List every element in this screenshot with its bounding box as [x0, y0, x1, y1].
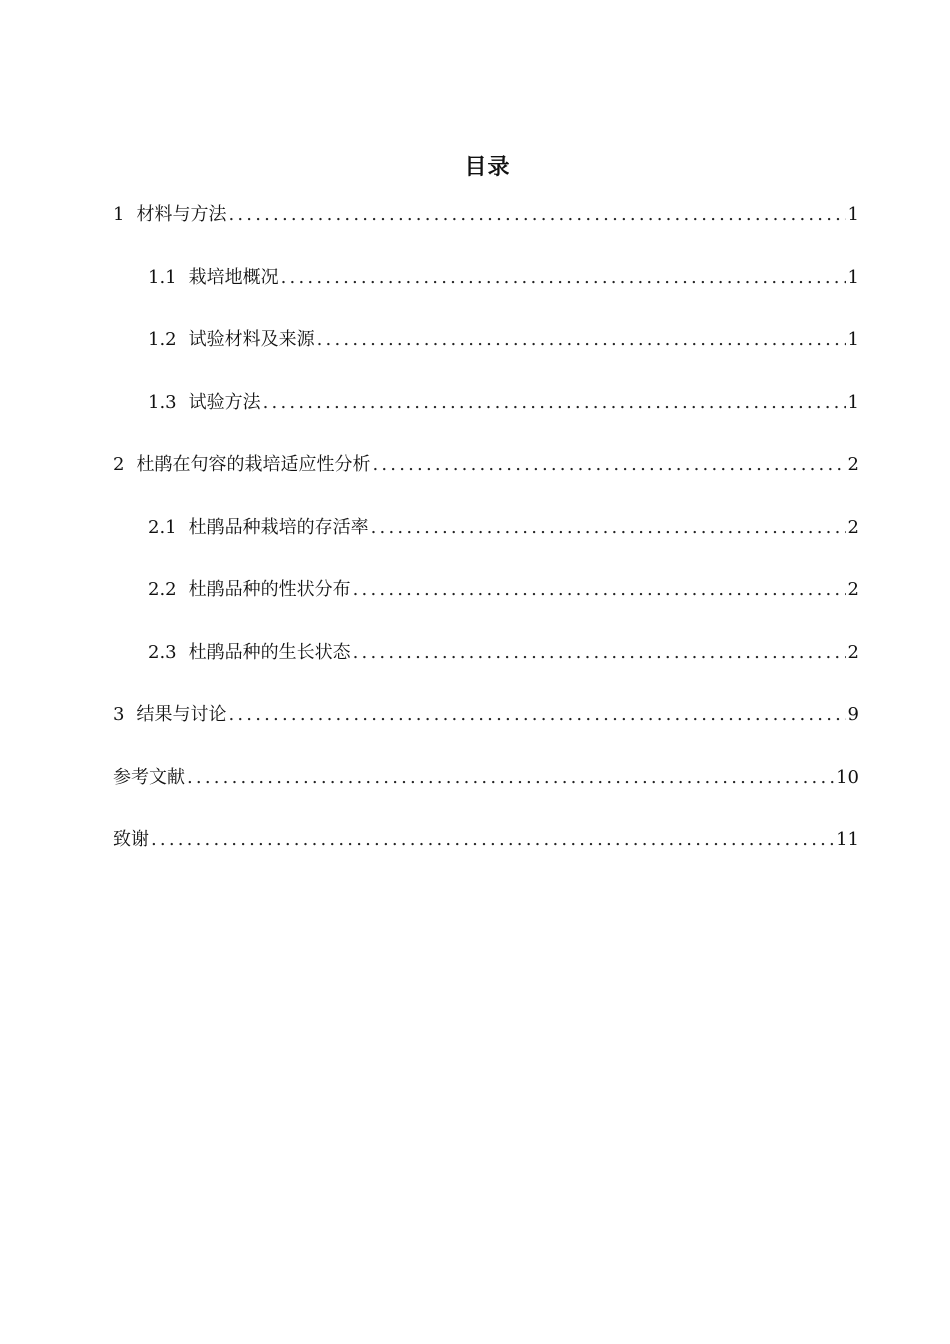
toc-entry[interactable]	[113, 763, 859, 826]
toc-entry-label: 结果与讨论	[136, 704, 227, 725]
toc-leader-dots	[353, 642, 846, 663]
toc-entry-label: 杜鹃在句容的栽培适应性分析	[136, 454, 371, 475]
toc-entry[interactable]	[113, 575, 859, 638]
toc-entry-label: 杜鹃品种的生长状态	[188, 641, 351, 663]
toc-entry-number: 2.1	[148, 516, 177, 538]
toc-leader-dots	[151, 829, 834, 850]
toc-leader-dots	[263, 392, 846, 413]
toc-entry-page-number: 2	[847, 516, 859, 538]
toc-leader-dots	[187, 767, 834, 788]
toc-entry-number: 2.2	[148, 579, 177, 600]
toc-entry-number: 2.3	[148, 641, 177, 663]
toc-entry[interactable]	[113, 263, 859, 326]
toc-entry[interactable]	[113, 513, 859, 576]
toc-entry-number: 3	[113, 704, 125, 725]
toc-leader-dots	[371, 517, 846, 538]
toc-entry-label: 材料与方法	[136, 204, 227, 225]
toc-leader-dots	[353, 579, 846, 600]
toc-entry[interactable]	[113, 825, 859, 888]
toc-entry[interactable]	[113, 325, 859, 388]
toc-entry-page-number: 1	[847, 391, 859, 413]
toc-leader-dots	[317, 329, 846, 350]
toc-entry-page-number: 9	[847, 704, 859, 725]
toc-leader-dots	[228, 204, 845, 225]
toc-entry-label: 试验材料及来源	[188, 329, 315, 350]
toc-list	[113, 200, 859, 888]
toc-entry-label: 杜鹃品种栽培的存活率	[188, 516, 369, 538]
toc-entry[interactable]	[113, 638, 859, 701]
toc-entry-label: 试验方法	[188, 391, 261, 413]
toc-entry-page-number: 2	[847, 641, 859, 663]
toc-leader-dots	[372, 454, 845, 475]
toc-entry[interactable]	[113, 700, 859, 763]
toc-entry[interactable]	[113, 388, 859, 451]
toc-entry-page-number: 11	[836, 829, 859, 850]
toc-entry-page-number: 1	[847, 266, 859, 288]
toc-entry-number: 1.1	[148, 266, 177, 288]
toc-entry-page-number: 2	[847, 454, 859, 475]
toc-entry-page-number: 1	[847, 329, 859, 350]
toc-entry[interactable]	[113, 450, 859, 513]
toc-entry-label: 栽培地概况	[188, 266, 279, 288]
toc-entry-page-number: 1	[847, 204, 859, 225]
toc-entry[interactable]	[113, 200, 859, 263]
toc-title: 目录	[464, 155, 511, 180]
toc-entry-page-number: 10	[836, 766, 859, 788]
toc-leader-dots	[281, 267, 846, 288]
toc-entry-label: 杜鹃品种的性状分布	[188, 579, 351, 600]
toc-leader-dots	[228, 704, 845, 725]
toc-entry-label: 参考文献	[113, 766, 185, 788]
toc-entry-number: 1	[113, 204, 125, 225]
toc-entry-number: 1.3	[148, 391, 177, 413]
toc-entry-number: 1.2	[148, 329, 177, 350]
toc-entry-label: 致谢	[113, 829, 149, 850]
toc-entry-page-number: 2	[847, 579, 859, 600]
toc-entry-number: 2	[113, 454, 125, 475]
